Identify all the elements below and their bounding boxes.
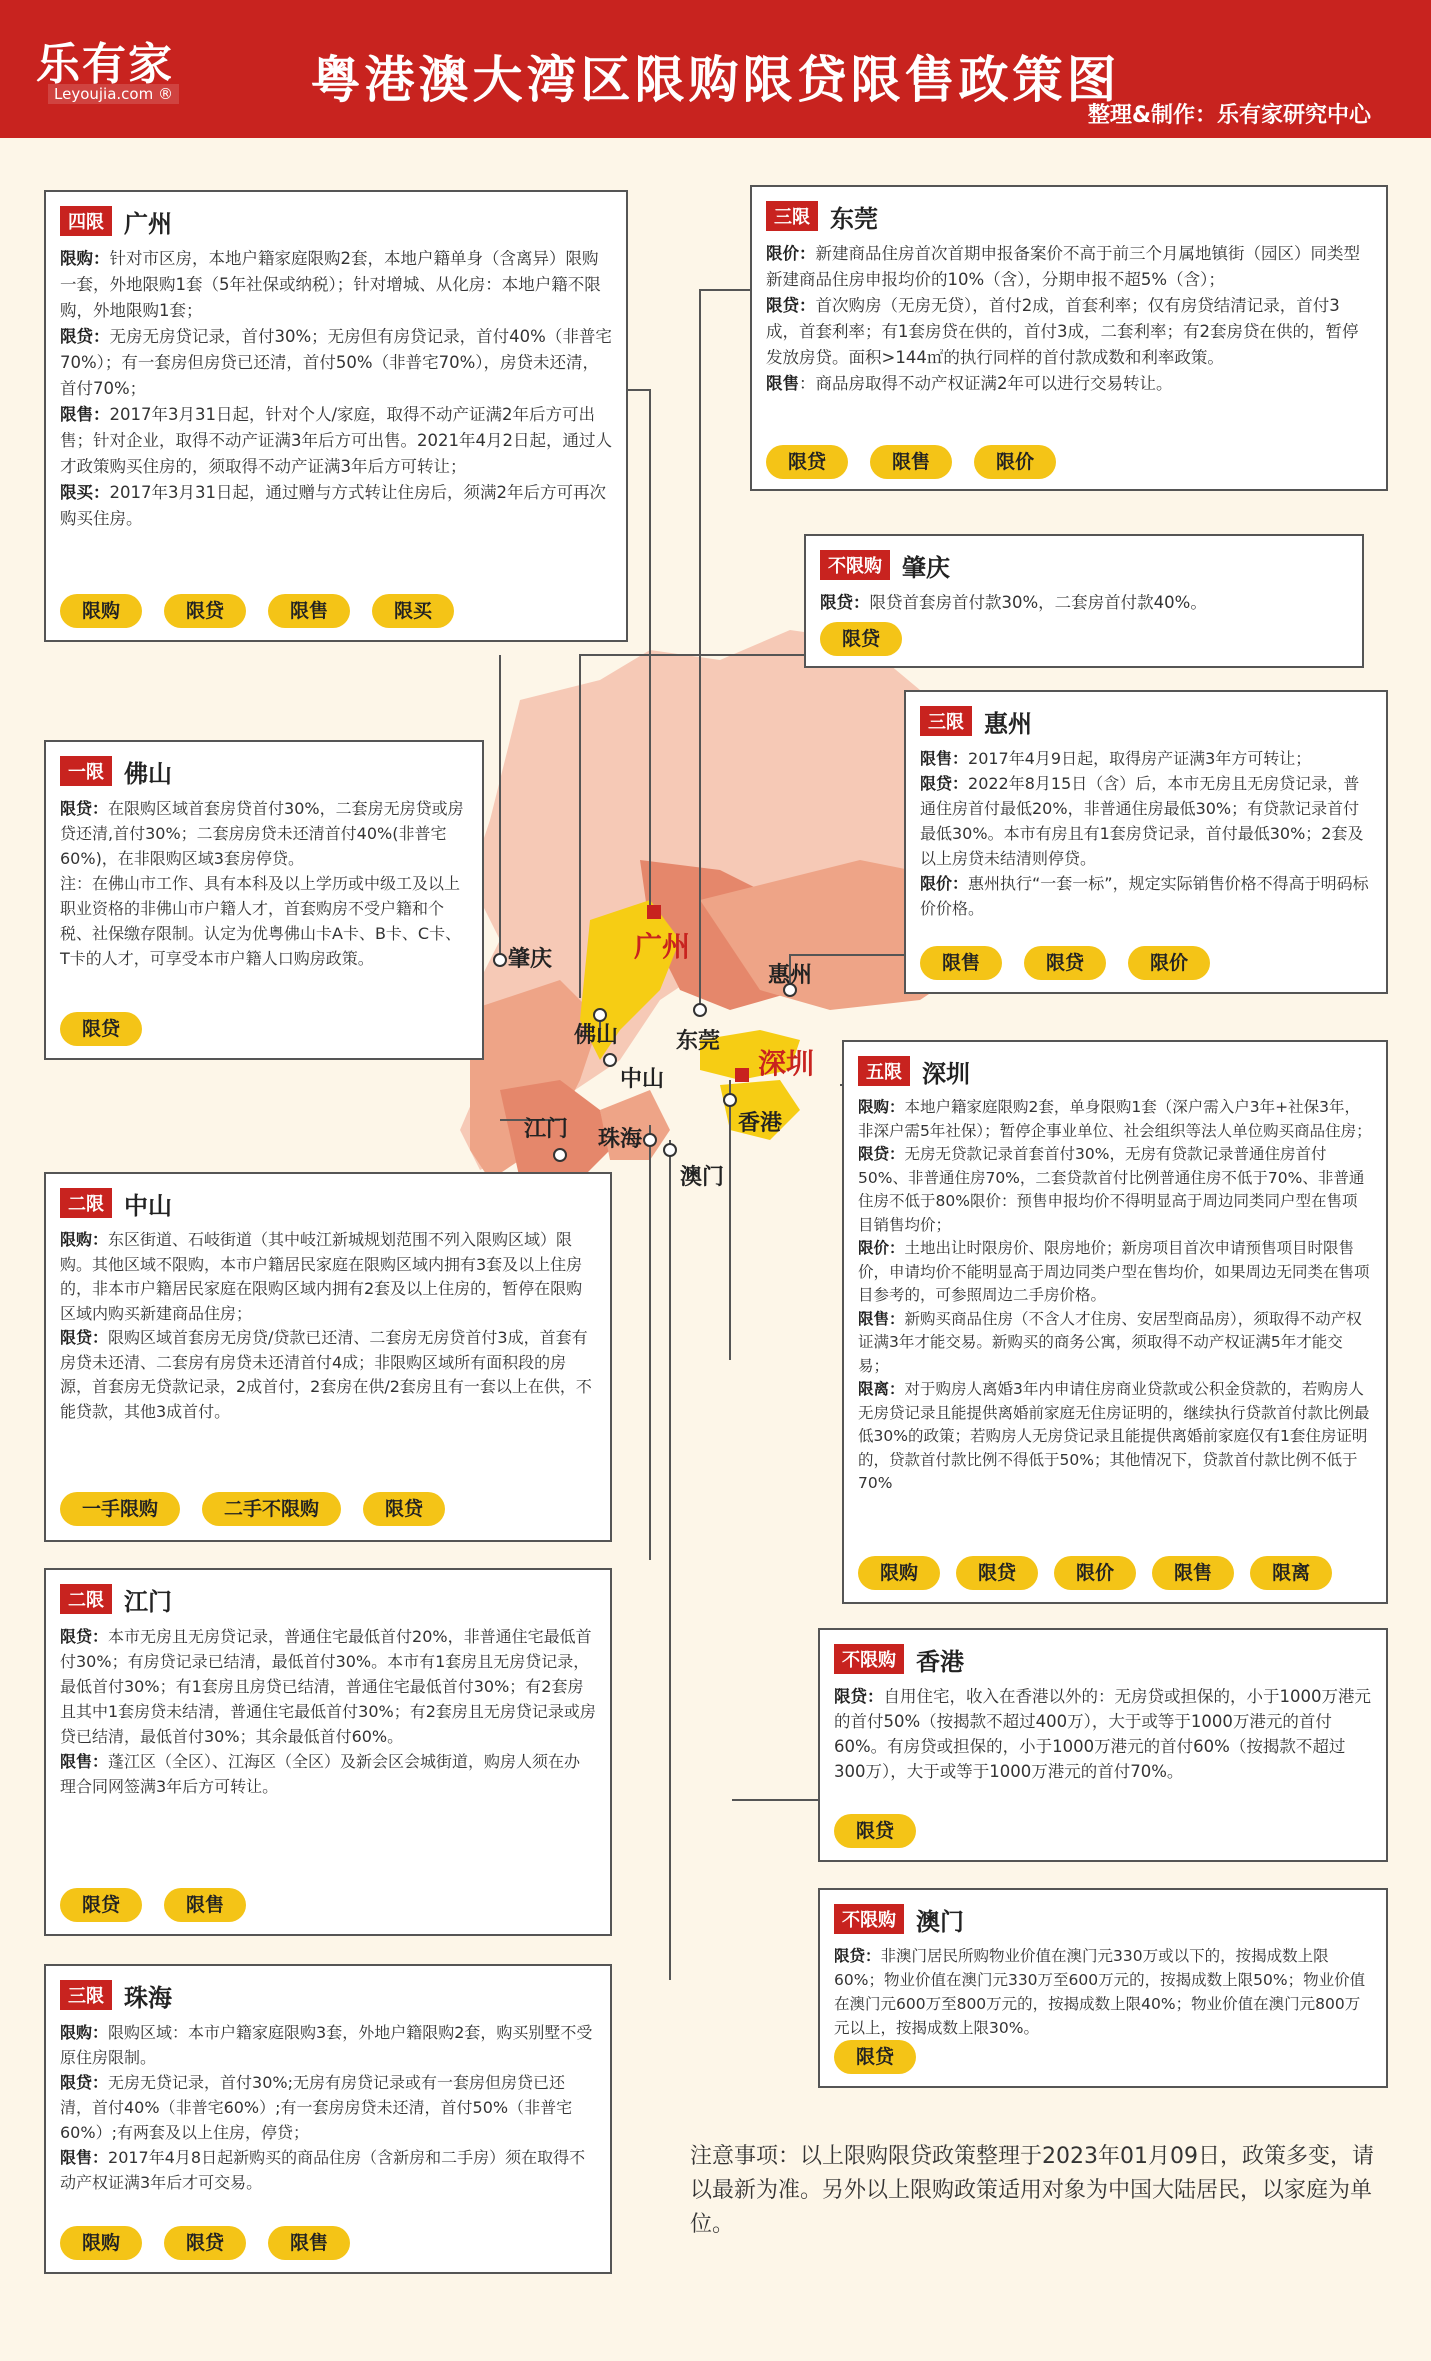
policy-pills [60, 594, 612, 628]
policy-tag: 四限 [60, 206, 112, 236]
map-label-foshan: 佛山 [574, 1023, 619, 1048]
city-name: 惠州 [984, 709, 1032, 738]
policy-line-value: 蓬江区（全区）、江海区（全区）及新会区会城街道，购房人须在办理合同网签满3年后方可转让。 [60, 1752, 581, 1796]
policy-line-key: 限贷： [820, 593, 870, 612]
policy-pill: 限贷 [363, 1492, 445, 1526]
policy-pill: 限售 [920, 946, 1002, 980]
policy-pills [766, 445, 1372, 479]
policy-line-value: 2017年3月31日起，通过赠与方式转让住房后，须满2年后方可再次购买住房。 [60, 483, 606, 528]
policy-tag: 三限 [766, 201, 818, 231]
policy-line [834, 1944, 1372, 2040]
policy-line [834, 1684, 1372, 1784]
policy-line-value: 对于购房人离婚3年内申请住房商业贷款或公积金贷款的，若购房人无房贷记录且能提供离婚前家庭无住房证明的，继续执行贷款首付款比例最低30%的政策；若购房人无房贷记录且能提供离婚前家庭仅有1套住房证明的，贷款首付款比例不得低于50%；其他情况下，贷款首付款比例不低于70% [858, 1380, 1370, 1492]
policy-tag: 不限购 [820, 550, 890, 580]
policy-line-value: ：商品房取得不动产权证满2年可以进行交易转让。 [799, 374, 1173, 393]
policy-line-value: 限购区域：本市户籍家庭限购3套，外地户籍限购2套，购买别墅不受原住房限制。 [60, 2023, 593, 2067]
policy-line [60, 2145, 596, 2195]
policy-tag: 不限购 [834, 1904, 904, 1934]
policy-line-value: 针对市区房，本地户籍家庭限购2套，本地户籍单身（含离异）限购一套，外地限购1套（5年社保或纳税）；针对增城、从化房：本地户籍不限购，外地限购1套； [60, 249, 601, 320]
policy-pills [858, 1556, 1372, 1590]
city-name: 珠海 [124, 1983, 172, 2012]
policy-line [60, 324, 612, 402]
policy-pills [60, 1888, 596, 1922]
policy-line-key: 限贷： [60, 1627, 109, 1646]
map-label-zhuhai: 珠海 [598, 1127, 643, 1152]
policy-pill: 限贷 [820, 622, 902, 656]
policy-line [60, 796, 468, 871]
disclaimer-note: 注意事项：以上限购限贷政策整理于2023年01月09日，政策多变，请以最新为准。另外以上限购政策适用对象为中国大陆居民，以家庭为单位。 [690, 2144, 1374, 2237]
card-zhongshan [44, 1172, 612, 1542]
policy-line [920, 746, 1372, 771]
policy-pills [60, 2226, 596, 2260]
policy-line-key: 限贷： [60, 2073, 109, 2092]
policy-line-value: 非澳门居民所购物业价值在澳门元330万或以下的，按揭成数上限60%；物业价值在澳门元330万至600万元的，按揭成数上限50%；物业价值在澳门元600万至800万元的，按揭成数上限40%；物业价值在澳门元800万元以上，按揭成数上限30%。 [834, 1947, 1366, 2037]
policy-line [60, 2020, 596, 2070]
card-zhuhai [44, 1964, 612, 2274]
policy-line-value: 新建商品住房首次首期申报备案价不高于前三个月属地镇街（园区）同类型新建商品住房申报均价的10%（含），分期申报不超5%（含）； [766, 244, 1360, 289]
policy-line [60, 2070, 596, 2145]
map-label-guangzhou: 广州 [634, 930, 691, 963]
policy-line-value: 土地出让时限房价、限房地价；新房项目首次申请预售项目时限售价，申请均价不能明显高于周边同类户型在售均价，如果周边无同类在售项目参考的，可参照周边二手房价格。 [858, 1239, 1370, 1304]
map-label-jiangmen: 江门 [524, 1117, 569, 1142]
policy-pill: 限贷 [1024, 946, 1106, 980]
policy-line-value: 首次购房（无房无贷），首付2成，首套利率；仅有房贷结清记录，首付3成，首套利率；有1套房贷在供的，首付3成，二套利率；有2套房贷在供的，暂停发放房贷。面积>144㎡的执行同样的首付款成数和利率政策。 [766, 296, 1359, 367]
policy-line-key: 限售 [766, 374, 799, 393]
policy-line [60, 871, 468, 971]
policy-pills [60, 1012, 468, 1046]
policy-line-key: 限购： [858, 1098, 905, 1116]
map-label-shenzhen: 深圳 [758, 1047, 815, 1080]
policy-pill: 限购 [858, 1556, 940, 1590]
page-subtitle: 整理&制作：乐有家研究中心 [1087, 103, 1371, 128]
policy-tag: 五限 [858, 1056, 910, 1086]
map-label-zhaoqing: 肇庆 [508, 947, 553, 972]
policy-tag: 三限 [60, 1980, 112, 2010]
map-label-zhongshan: 中山 [620, 1067, 665, 1092]
card-shenzhen [842, 1040, 1388, 1604]
policy-line [858, 1378, 1372, 1496]
policy-line-key: 限贷： [858, 1145, 905, 1163]
policy-line-key: 限贷： [60, 799, 109, 818]
card-macau [818, 1888, 1388, 2088]
policy-line [920, 771, 1372, 871]
policy-text [60, 1228, 596, 1424]
policy-line-key: 限贷： [834, 1687, 884, 1706]
policy-pill: 限离 [1250, 1556, 1332, 1590]
policy-line-key: 限售： [858, 1309, 905, 1328]
policy-text [858, 1096, 1372, 1496]
policy-line [60, 1228, 596, 1326]
policy-pills [834, 1814, 1372, 1848]
policy-line [858, 1308, 1372, 1379]
policy-text [920, 746, 1372, 921]
policy-line-value: 自用住宅，收入在香港以外的：无房贷或担保的，小于1000万港元的首付50%（按揭款不超过400万），大于或等于1000万港元的首付60%。有房贷或担保的，小于1000万港元的首付60%（按揭款不超过300万），大于或等于1000万港元的首付70%。 [834, 1687, 1371, 1781]
card-foshan [44, 740, 484, 1060]
policy-pill: 限贷 [164, 594, 246, 628]
policy-line [920, 871, 1372, 921]
policy-line [766, 293, 1372, 371]
page-title: 粤港澳大湾区限购限贷限售政策图 [310, 51, 1121, 109]
policy-line-value: 2017年4月8日起新购买的商品住房（含新房和二手房）须在取得不动产权证满3年后才可交易。 [60, 2148, 586, 2192]
policy-tag: 三限 [920, 706, 972, 736]
policy-line-key: 限离： [858, 1380, 905, 1398]
city-name: 中山 [124, 1191, 172, 1220]
policy-line-key: 限售： [920, 749, 969, 768]
brand-logo: 乐有家 [36, 39, 174, 90]
policy-pill: 限购 [60, 594, 142, 628]
policy-pill: 二手不限购 [202, 1492, 341, 1526]
policy-line-key: 限价： [920, 874, 969, 893]
map-label-huizhou: 惠州 [768, 963, 813, 988]
policy-text [60, 246, 612, 532]
policy-line-key: 限售： [60, 2148, 109, 2167]
policy-line-value: 无房无贷款记录首套首付30%，无房有贷款记录普通住房首付50%、非普通住房70%，二套贷款首付比例普通住房不低于70%、非普通住房不低于80%限价：预售申报均价不得明显高于周边同类同户型在售项目销售均价； [858, 1145, 1365, 1234]
policy-line-key: 限售： [60, 1752, 109, 1771]
policy-tag: 一限 [60, 756, 112, 786]
policy-line-key: 限贷： [60, 1328, 109, 1347]
city-name: 佛山 [124, 759, 172, 788]
policy-line [60, 246, 612, 324]
map-label-macau: 澳门 [680, 1165, 725, 1190]
policy-line [60, 1624, 596, 1749]
policy-pill: 限价 [1054, 1556, 1136, 1590]
policy-line-key: 限价： [858, 1239, 905, 1257]
card-hongkong [818, 1628, 1388, 1862]
policy-line [60, 402, 612, 480]
policy-pills [920, 946, 1372, 980]
policy-tag: 二限 [60, 1584, 112, 1614]
map-label-dongguan: 东莞 [676, 1029, 721, 1054]
policy-line-value: 无房无贷记录，首付30%;无房有房贷记录或有一套房但房贷已还清，首付40%（非普宅60%）;有一套房房贷未还清，首付50%（非普宅60%）;有两套及以上住房，停贷； [60, 2073, 573, 2142]
policy-line-key: 限购： [60, 2023, 109, 2042]
policy-line-key: 限购： [60, 1230, 109, 1249]
policy-pill: 限贷 [834, 1814, 916, 1848]
policy-line [60, 480, 612, 532]
policy-pill: 限售 [1152, 1556, 1234, 1590]
city-name: 香港 [916, 1647, 964, 1676]
policy-text [60, 796, 468, 971]
policy-text [766, 241, 1372, 397]
policy-line-key: 限价： [766, 244, 816, 263]
card-zhaoqing [804, 534, 1364, 668]
policy-line-value: 限贷首套房首付款30%，二套房首付款40%。 [869, 593, 1207, 612]
policy-line-key: 限购： [60, 249, 110, 268]
card-dongguan [750, 185, 1388, 491]
policy-line-key: 限售： [60, 405, 110, 424]
map-label-hongkong: 香港 [738, 1111, 783, 1136]
policy-line-key: 限贷： [920, 774, 969, 793]
policy-line-key: 限贷： [60, 327, 110, 346]
policy-pill: 限售 [268, 594, 350, 628]
policy-line-key: 限买： [60, 483, 110, 502]
policy-text [60, 1624, 596, 1799]
policy-pills [834, 2040, 1372, 2074]
policy-line-value: 在限购区域首套房贷首付30%，二套房无房贷或房贷还清,首付30%；二套房房贷未还清首付40%(非普宅60%)，在非限购区域3套房停贷。 [60, 799, 464, 868]
policy-pill: 一手限购 [60, 1492, 180, 1526]
policy-pill: 限贷 [956, 1556, 1038, 1590]
policy-pills [820, 622, 1348, 656]
policy-line-value: 东区街道、石岐街道（其中岐江新城规划范围不列入限购区域）限购。其他区域不限购，本市户籍居民家庭在限购区域内拥有3套及以上住房的，非本市户籍居民家庭在限购区域内拥有2套及以上住房的，暂停在限购区域内购买新建商品住房； [60, 1230, 583, 1323]
policy-line-value: 无房无房贷记录，首付30%；无房但有房贷记录，首付40%（非普宅70%）；有一套房但房贷已还清，首付50%（非普宅70%），房贷未还清，首付70%； [60, 327, 612, 398]
policy-line [858, 1143, 1372, 1237]
card-guangzhou [44, 190, 628, 642]
card-huizhou [904, 690, 1388, 994]
policy-line [60, 1326, 596, 1424]
policy-line [858, 1237, 1372, 1308]
policy-line [766, 371, 1372, 397]
policy-line-value: 惠州执行“一套一标”，规定实际销售价格不得高于明码标价价格。 [920, 874, 1369, 918]
policy-tag: 不限购 [834, 1644, 904, 1674]
city-name: 深圳 [922, 1059, 970, 1088]
policy-pill: 限售 [164, 1888, 246, 1922]
city-name: 肇庆 [902, 553, 950, 582]
policy-pill: 限售 [268, 2226, 350, 2260]
policy-tag: 二限 [60, 1188, 112, 1218]
policy-line-key: 限贷： [766, 296, 816, 315]
policy-line [60, 1749, 596, 1799]
policy-line-value: 新购买商品住房（不含人才住房、安居型商品房），须取得不动产权证满3年才能交易。新购买的商务公寓，须取得不动产权证满5年才能交易； [858, 1309, 1362, 1375]
policy-pill: 限贷 [60, 1888, 142, 1922]
card-jiangmen [44, 1568, 612, 1936]
city-name: 广州 [124, 209, 172, 238]
policy-text [820, 590, 1348, 616]
policy-line-value: 2017年4月9日起，取得房产证满3年方可转让； [968, 749, 1312, 768]
policy-pills [60, 1492, 596, 1526]
policy-line-value: 限购区域首套房无房贷/贷款已还清、二套房无房贷首付3成，首套有房贷未还清、二套房有房贷未还清首付4成；非限购区域所有面积段的房源，首套房无贷款记录，2成首付，2套房在供/2套房且有一套以上在供，不能贷款，其他3成首付。 [60, 1328, 592, 1421]
policy-line [766, 241, 1372, 293]
policy-line-value: 本地户籍家庭限购2套，单身限购1套（深户需入户3年+社保3年，非深户需5年社保）；暂停企事业单位、社会组织等法人单位购买商品住房； [858, 1098, 1372, 1140]
policy-text [834, 1944, 1372, 2040]
policy-line [858, 1096, 1372, 1143]
policy-pill: 限购 [60, 2226, 142, 2260]
city-name: 江门 [124, 1587, 172, 1616]
policy-pill: 限价 [974, 445, 1056, 479]
policy-pill: 限售 [870, 445, 952, 479]
city-name: 东莞 [830, 204, 878, 233]
policy-line-value: 2017年3月31日起，针对个人/家庭，取得不动产证满2年后方可出售；针对企业，取得不动产证满3年后方可出售。2021年4月2日起，通过人才政策购买住房的，须取得不动产证满3年后方可转让； [60, 405, 612, 476]
policy-pill: 限贷 [766, 445, 848, 479]
policy-line-key: 限贷： [834, 1947, 881, 1965]
policy-line-value: 本市无房且无房贷记录，普通住宅最低首付20%，非普通住宅最低首付30%；有房贷记录已结清，最低首付30%。本市有1套房且无房贷记录，最低首付30%；有1套房且房贷已结清，普通住宅最低首付30%；有2套房且其中1套房贷未结清，普通住宅最低首付30%；有2套房且无房贷记录或房贷已结清，最低首付30%；其余最低首付60%。 [60, 1627, 596, 1746]
policy-text [60, 2020, 596, 2195]
policy-pill: 限买 [372, 594, 454, 628]
policy-line-value: 注：在佛山市工作、具有本科及以上学历或中级工及以上职业资格的非佛山市户籍人才，首套购房不受户籍和个税、社保缴存限制。认定为优粤佛山卡A卡、B卡、C卡、T卡的人才，可享受本市户籍人口购房政策。 [60, 874, 462, 968]
policy-line [820, 590, 1348, 616]
city-name: 澳门 [916, 1907, 964, 1936]
policy-pill: 限价 [1128, 946, 1210, 980]
policy-pill: 限贷 [60, 1012, 142, 1046]
policy-pill: 限贷 [164, 2226, 246, 2260]
brand-logo-sub: Leyoujia.com ® [48, 84, 179, 104]
policy-line-value: 2022年8月15日（含）后，本市无房且无房贷记录，普通住房首付最低20%，非普通住房最低30%；有贷款记录首付最低30%。本市有房且有1套房贷记录，首付最低30%；2套及以上房贷未结清则停贷。 [920, 774, 1364, 868]
policy-text [834, 1684, 1372, 1784]
policy-pill: 限贷 [834, 2040, 916, 2074]
